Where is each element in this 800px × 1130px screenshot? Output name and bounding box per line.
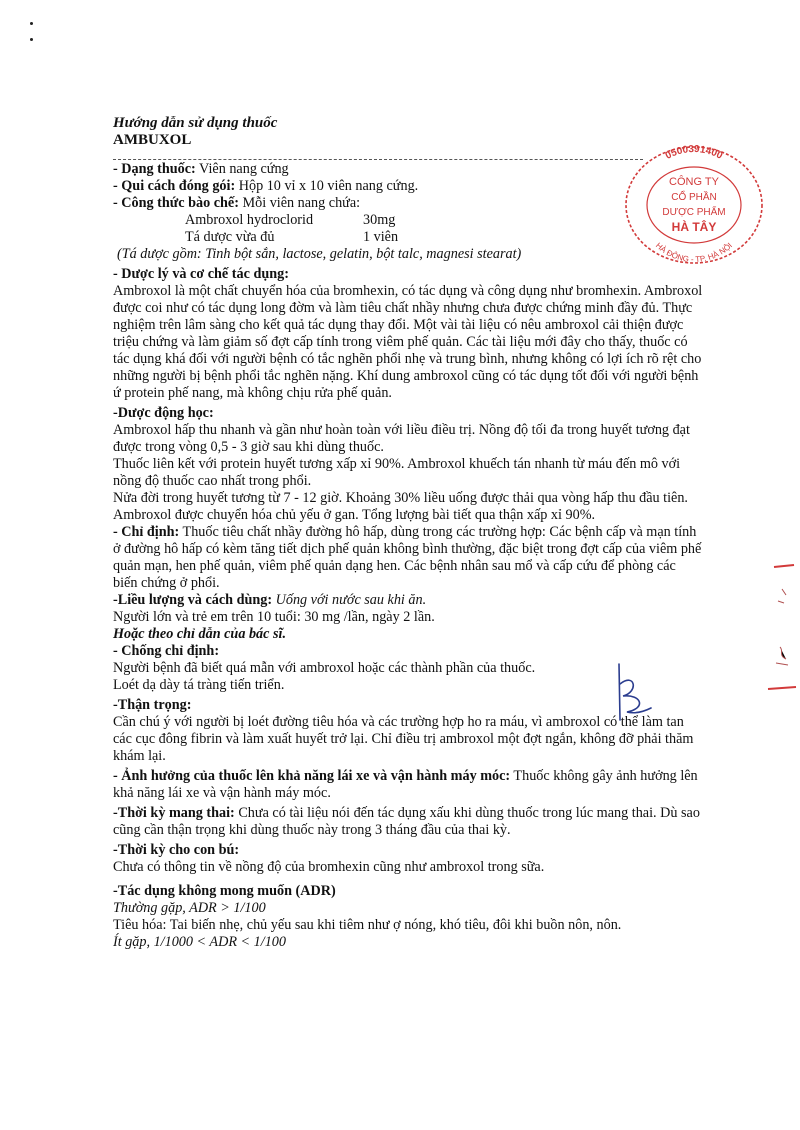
stamp-line2: CỔ PHẦN — [671, 192, 717, 203]
dosage-label: -Liều lượng và cách dùng: — [113, 592, 273, 608]
ingredient-amount: 1 viên — [363, 229, 399, 245]
document-body — [113, 115, 703, 951]
pharmacokinetics-heading: -Dược động học: — [113, 405, 214, 421]
precautions-heading: -Thận trọng: — [113, 697, 192, 713]
contraindications-heading: - Chống chỉ định: — [113, 643, 220, 659]
dosage — [113, 592, 703, 609]
indications — [113, 524, 703, 592]
adr-rare-label: Ít gặp, 1/1000 < ADR < 1/100 — [113, 934, 286, 950]
pharmacokinetics-p3: Nửa đời trong huyết tương từ 7 - 12 giờ. Khoảng 30% liều uống được thải qua vòng hấp thu đầu tiên. — [113, 490, 688, 506]
stamp-address: HÀ ĐÔNG - TP. HÀ NỘI — [653, 240, 735, 265]
pregnancy-label: -Thời kỳ mang thai: — [113, 805, 235, 821]
dosage-form-label: - Dạng thuốc: — [113, 161, 196, 177]
stamp-line4: HÀ TÂY — [671, 220, 717, 234]
pharmacology-heading: - Dược lý và cơ chế tác dụng: — [113, 266, 289, 282]
ingredient-name: Tá dược vừa đủ — [185, 229, 275, 245]
scan-edge-marks — [760, 555, 800, 705]
driving-text: Thuốc không gây ảnh hưởng lên khả năng lái xe và vận hành máy móc. — [113, 768, 698, 801]
pharmacokinetics-p1: Ambroxol hấp thu nhanh và gần như hoàn toàn với liều điều trị. Nồng độ tối đa trong huyết tương đạt được trong vòng 0,5 - 3 giờ sau khi dùng thuốc. — [113, 422, 690, 455]
contraindications-p2: Loét dạ dày tá tràng tiến triển. — [113, 677, 285, 693]
excipients-note: (Tá dược gồm: Tinh bột sắn, lactose, gelatin, bột talc, magnesi stearat) — [117, 246, 522, 262]
precautions-text: Cần chú ý với người bị loét đường tiêu hóa và các trường hợp ho ra máu, vì ambroxol có thể làm tan các cục đông fibrin và làm xuất huyết trở lại. Chỉ điều trị ambroxol một đợt ngắn, không đỡ phải thăm khám lại. — [113, 714, 694, 764]
stamp-line1: CÔNG TY — [669, 176, 719, 188]
product-name: AMBUXOL — [113, 132, 192, 148]
doctor-note: Hoặc theo chỉ dẫn của bác sĩ. — [113, 626, 287, 642]
adr-common-text: Tiêu hóa: Tai biến nhẹ, chủ yếu sau khi tiêm như ợ nóng, khó tiêu, đôi khi buồn nôn, nôn. — [113, 917, 622, 933]
packaging-label: - Qui cách đóng gói: — [113, 178, 236, 194]
scan-dot — [30, 22, 33, 25]
formulation — [113, 195, 703, 212]
dosage-note: Uống với nước sau khi ăn. — [272, 592, 427, 608]
ingredient-amount: 30mg — [363, 212, 396, 228]
indications-label: - Chỉ định: — [113, 524, 180, 540]
pregnancy — [113, 805, 703, 839]
dosage-text: Người lớn và trẻ em trên 10 tuổi: 30 mg /lần, ngày 2 lần. — [113, 609, 435, 625]
driving-label: - Ảnh hưởng của thuốc lên khả năng lái xe và vận hành máy móc: — [113, 768, 511, 784]
contraindications-p1: Người bệnh đã biết quá mẫn với ambroxol hoặc các thành phần của thuốc. — [113, 660, 536, 676]
driving-effects — [113, 768, 703, 802]
pharmacokinetics-p2: Thuốc liên kết với protein huyết tương xấp xỉ 90%. Ambroxol khuếch tán nhanh từ máu đến mô với nồng độ thuốc cao nhất trong phổi. — [113, 456, 681, 489]
scan-dot — [30, 38, 33, 41]
pharmacology-text: Ambroxol là một chất chuyển hóa của bromhexin, có tác dụng và công dụng như bromhexin. Ambroxol được coi như có tác dụng long đờm và làm tiêu chất nhầy nhưng chưa được chứng minh đầy đủ. Thực nghiệm trên lâm sàng cho kết quả tác dụng thay đổi. Một vài tài liệu có nêu ambroxol cải thiện được triệu chứng và làm giảm số đợt cấp tính trong viêm phế quản. Các tài liệu mới đây cho thấy, thuốc có tác dụng khá đối với người bệnh có tắc nghẽn phổi nhẹ và trung bình, nhưng không có lợi ích rõ rệt cho những người bị bệnh phổi tắc nghẽn nặng. Khí dung ambroxol cũng có tác dụng tốt đối với người bệnh ứ protein phế nang, mà không chịu rửa phế quản. — [113, 283, 703, 401]
adr-common-label: Thường gặp, ADR > 1/100 — [113, 900, 266, 916]
ingredients-table — [185, 212, 703, 246]
formulation-label: - Công thức bào chế: — [113, 195, 239, 211]
formulation-value: Mỗi viên nang chứa: — [238, 195, 361, 211]
pharmacokinetics-p4: Ambroxol được chuyển hóa chủ yếu ở gan. Tổng lượng bài tiết qua thận xấp xỉ 90%. — [113, 507, 596, 523]
packaging — [113, 178, 703, 195]
stamp-code: 0500391400 — [663, 143, 725, 162]
lactation-heading: -Thời kỳ cho con bú: — [113, 842, 240, 858]
pregnancy-text: Chưa có tài liệu nói đến tác dụng xấu khi dùng thuốc trong lúc mang thai. Dù sao cũng cần thận trọng khi dùng thuốc này trong 3 tháng đầu của thai kỳ. — [113, 805, 700, 838]
dosage-form-value: Viên nang cứng — [195, 161, 289, 177]
doc-title: Hướng dẫn sử dụng thuốc — [113, 115, 278, 131]
adr-heading: -Tác dụng không mong muốn (ADR) — [113, 883, 336, 899]
indications-text: Thuốc tiêu chất nhầy đường hô hấp, dùng trong các trường hợp: Các bệnh cấp và mạn tính ở đường hô hấp có kèm tăng tiết dịch phế quản không bình thường, đặc biệt trong đợt cấp của viêm phế quản mạn, hen phế quản, viêm phế quản dạng hen. Các bệnh nhân sau mổ và cấp cứu để phòng các biến chứng ở phổi. — [113, 524, 702, 591]
stamp-line3: DƯỢC PHẨM — [662, 207, 726, 218]
ingredient-name: Ambroxol hydroclorid — [185, 212, 314, 228]
lactation-text: Chưa có thông tin về nồng độ của bromhexin cũng như ambroxol trong sữa. — [113, 859, 545, 875]
packaging-value: Hộp 10 vỉ x 10 viên nang cứng. — [235, 178, 419, 194]
dosage-form — [113, 161, 703, 178]
